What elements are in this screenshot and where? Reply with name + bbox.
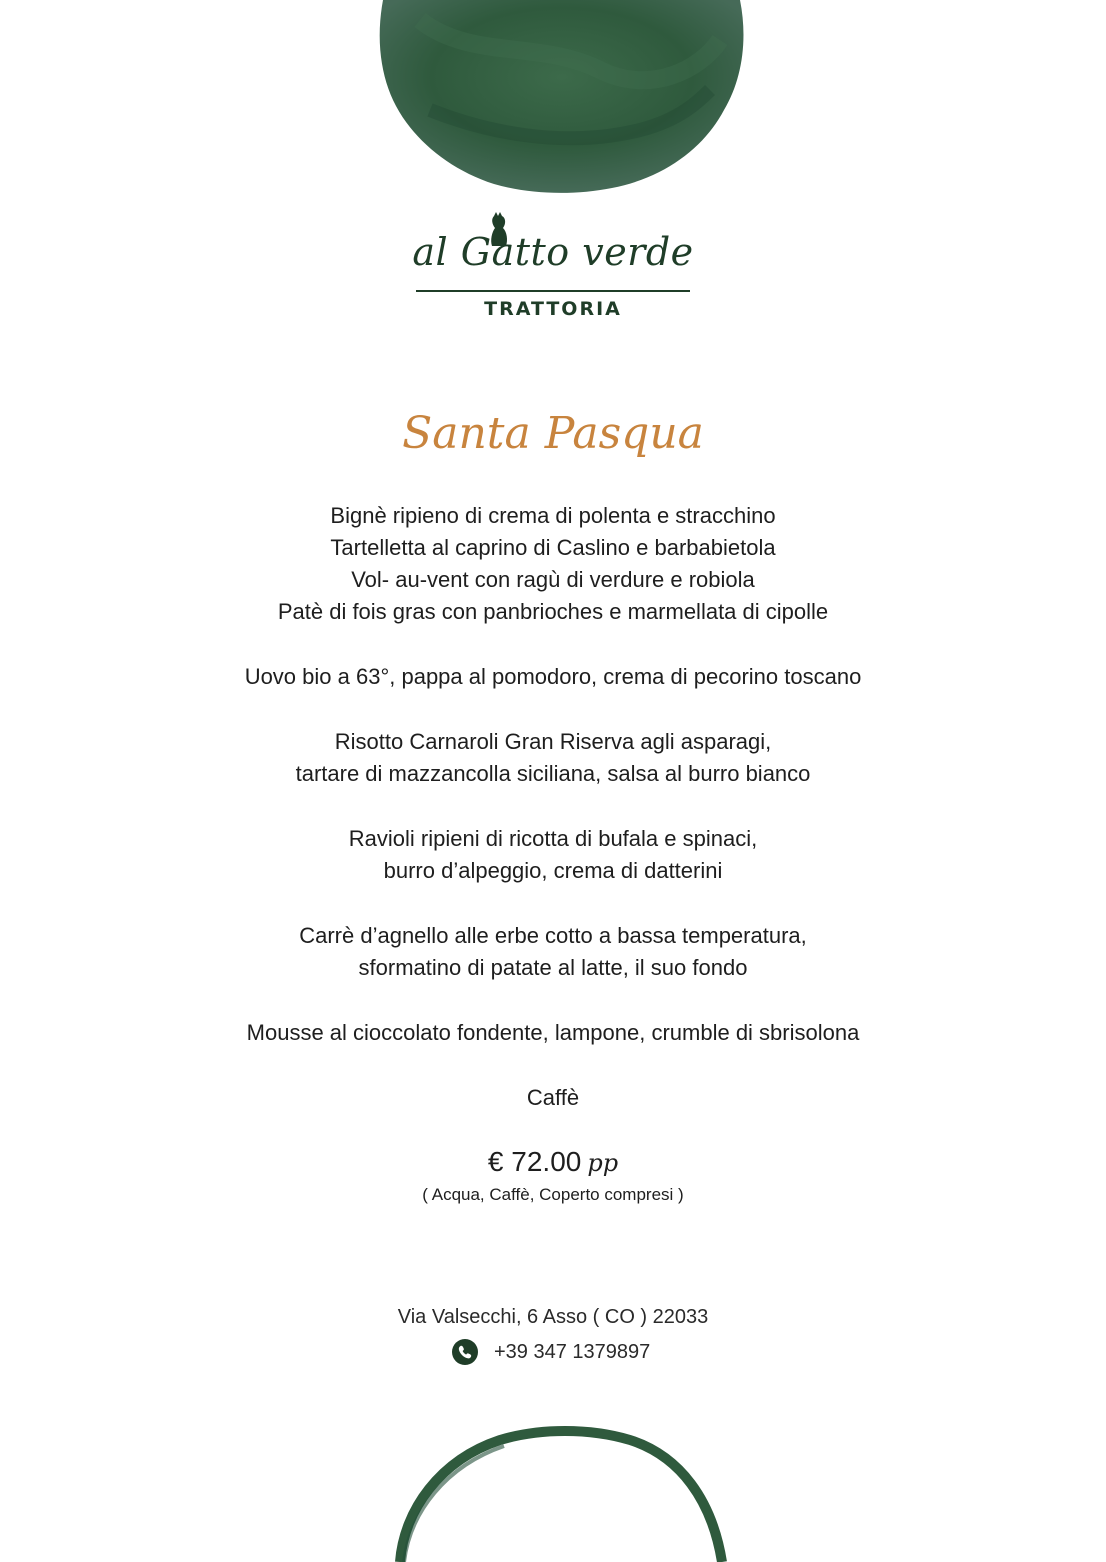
address: Via Valsecchi, 6 Asso ( CO ) 22033	[397, 1306, 709, 1328]
price	[0, 1146, 1106, 1178]
menu-course	[0, 500, 1106, 628]
phone-icon	[452, 1339, 478, 1365]
menu-course	[0, 726, 1106, 790]
menu-line: Uovo bio a 63°, pappa al pomodoro, crema di pecorino toscano	[244, 664, 862, 689]
watercolor-ring-bottom	[0, 1400, 1106, 1562]
menu-line: Vol- au-vent con ragù di verdure e robiola	[351, 567, 755, 592]
restaurant-logo	[400, 212, 706, 332]
menu-line: Patè di fois gras con panbrioches e marmellata di cipolle	[277, 599, 829, 624]
logo-underline	[416, 290, 690, 292]
phone-contact	[452, 1338, 650, 1366]
menu-course	[0, 823, 1106, 887]
menu-course	[0, 920, 1106, 984]
menu-courses	[0, 500, 1106, 1147]
menu-line: tartare di mazzancolla siciliana, salsa al burro bianco	[295, 761, 811, 786]
menu-course	[0, 661, 1106, 693]
logo-name: al Gatto verde	[412, 230, 694, 274]
menu-line: sformatino di patate al latte, il suo fondo	[358, 955, 748, 980]
price-unit: pp	[587, 1149, 619, 1177]
price-amount: € 72.00	[487, 1146, 582, 1177]
price-note: ( Acqua, Caffè, Coperto compresi )	[422, 1185, 684, 1204]
menu-line: Caffè	[526, 1085, 580, 1110]
menu-course	[0, 1017, 1106, 1049]
menu-line: Tartelletta al caprino di Caslino e barbabietola	[330, 535, 776, 560]
menu-line: Risotto Carnaroli Gran Riserva agli asparagi,	[334, 729, 772, 754]
menu-line: Carrè d’agnello alle erbe cotto a bassa temperatura,	[299, 923, 807, 948]
menu-line: Bignè ripieno di crema di polenta e stracchino	[330, 503, 776, 528]
phone-number: +39 347 1379897	[494, 1340, 651, 1363]
menu-line: Ravioli ripieni di ricotta di bufala e spinaci,	[348, 826, 758, 851]
menu-course	[0, 1082, 1106, 1114]
menu-line: Mousse al cioccolato fondente, lampone, crumble di sbrisolona	[246, 1020, 860, 1045]
watercolor-blot-top	[0, 0, 1106, 200]
menu-title: Santa Pasqua	[402, 408, 704, 459]
menu-line: burro d’alpeggio, crema di datterini	[383, 858, 723, 883]
logo-subtitle: TRATTORIA	[484, 298, 622, 320]
